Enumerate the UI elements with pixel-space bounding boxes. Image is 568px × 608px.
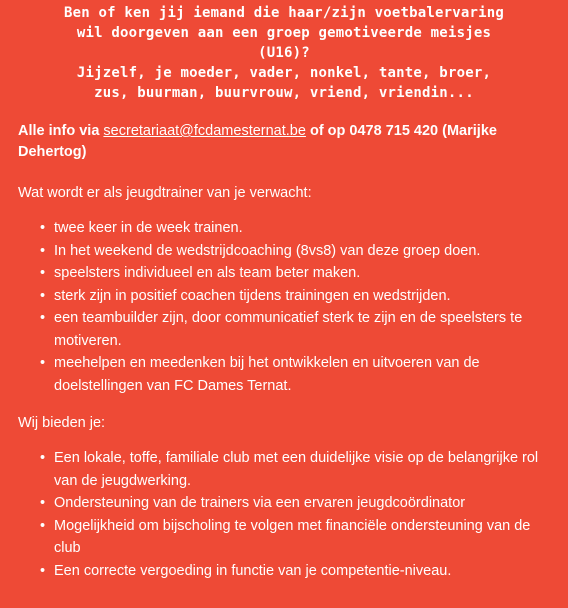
contact-info xyxy=(18,121,550,163)
offer-title: Wij bieden je: xyxy=(18,415,106,431)
list-item: • een teambuilder zijn, door communicatief sterk te zijn en de speelsters te motiveren. xyxy=(40,307,550,352)
headline-line: wil doorgeven aan een groep gemotiveerde meisjes xyxy=(76,25,492,41)
list-item: • sterk zijn in positief coachen tijdens trainingen en wedstrijden. xyxy=(40,285,550,308)
headline xyxy=(18,0,550,103)
list-item: • speelsters individueel en als team beter maken. xyxy=(40,262,550,285)
headline-line: Ben of ken jij iemand die haar/zijn voetbalervaring xyxy=(63,5,505,21)
list-item: • In het weekend de wedstrijdcoaching (8vs8) van deze groep doen. xyxy=(40,240,550,263)
email-link[interactable]: secretariaat@fcdamesternat.be xyxy=(103,123,306,139)
list-item: • meehelpen en meedenken bij het ontwikkelen en uitvoeren van de doelstellingen van FC Dames Ternat. xyxy=(40,352,550,397)
contact-prefix: Alle info via xyxy=(18,123,104,139)
list-item: • Een correcte vergoeding in functie van je competentie-niveau. xyxy=(40,560,550,583)
list-item: • twee keer in de week trainen. xyxy=(40,217,550,240)
list-item: • Mogelijkheid om bijscholing te volgen met financiële ondersteuning van de club xyxy=(40,515,550,560)
offer-list xyxy=(18,447,550,582)
contact-suffix: of op 0478 715 420 (Marijke Dehertog) xyxy=(18,123,497,160)
expectations-list xyxy=(18,217,550,397)
headline-line: Jijzelf, je moeder, vader, nonkel, tante, broer, xyxy=(76,65,492,81)
expectations-title: Wat wordt er als jeugdtrainer van je verwacht: xyxy=(18,185,312,201)
list-item: • Een lokale, toffe, familiale club met een duidelijke visie op de belangrijke rol van de jeugdwerking. xyxy=(40,447,550,492)
headline-line: (U16)? xyxy=(258,45,310,61)
list-item: • Ondersteuning van de trainers via een ervaren jeugdcoördinator xyxy=(40,492,550,515)
headline-line: zus, buurman, buurvrouw, vriend, vriendin... xyxy=(94,85,474,101)
